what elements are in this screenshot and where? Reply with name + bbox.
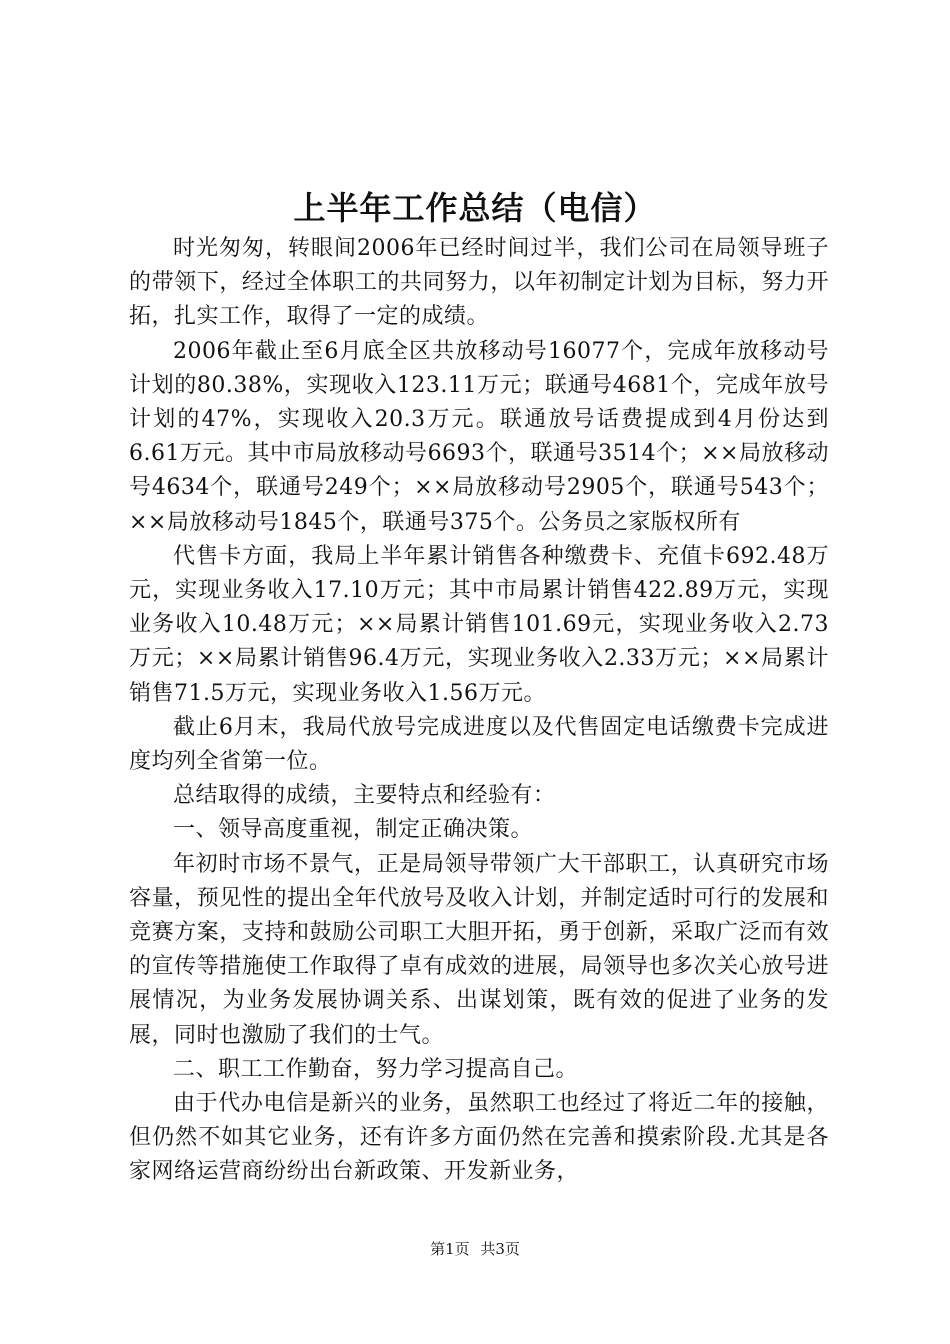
document-title: 上半年工作总结（电信） [293, 189, 657, 227]
page-number-total: 共3页 [480, 1240, 520, 1258]
section-heading-1: 一、领导高度重视，制定正确决策。 [173, 817, 534, 843]
paragraph-intro: 时光匆匆，转眼间2006年已经时间过半，我们公司在局领导班子的带领下，经过全体职工的共同努力，以年初制定计划为目标，努力开拓，扎实工作，取得了一定的成绩。 [129, 236, 829, 330]
page-footer [0, 1238, 950, 1260]
paragraph-leadership: 年初时市场不景气，正是局领导带领广大干部职工，认真研究市场容量，预见性的提出全年代放号及收入计划，并制定适时可行的发展和竞赛方案，支持和鼓励公司职工大胆开拓，勇于创新，采取广泛而有效的宣传等措施使工作取得了卓有成效的进展，局领导也多次关心放号进展情况，为业务发展协调关系、出谋划策，既有效的促进了业务的发展，同时也激励了我们的士气。 [129, 851, 829, 1048]
paragraph-summary-intro: 总结取得的成绩，主要特点和经验有： [173, 783, 556, 809]
paragraph-ranking: 截止6月末，我局代放号完成进度以及代售固定电话缴费卡完成进度均列全省第一位。 [129, 714, 829, 775]
document-body [129, 232, 829, 1190]
section-heading-2: 二、职工工作勤奋，努力学习提高自己。 [173, 1056, 579, 1082]
paragraph-number-release: 2006年截止至6月底全区共放移动号16077个，完成年放移动号计划的80.38%，实现收入123.11万元；联通号4681个，完成年放号计划的47%，实现收入20.3万元。联通放号话费提成到4月份达到6.61万元。其中市局放移动号6693个，联通号3514个；××局放移动号4634个，联通号249个；××局放移动号2905个，联通号543个；××局放移动号1845个，联通号375个。公务员之家版权所有 [129, 338, 829, 535]
paragraph-card-sales: 代售卡方面，我局上半年累计销售各种缴费卡、充值卡692.48万元，实现业务收入17.10万元；其中市局累计销售422.89万元，实现业务收入10.48万元；××局累计销售101.69元，实现业务收入2.73万元；××局累计销售96.4万元，实现业务收入2.33万元；××局累计销售71.5万元，实现业务收入1.56万元。 [129, 543, 829, 706]
page-number-current: 第1页 [430, 1240, 470, 1258]
paragraph-staff: 由于代办电信是新兴的业务，虽然职工也经过了将近二年的接触，但仍然不如其它业务，还有许多方面仍然在完善和摸索阶段.尤其是各家网络运营商纷纷出台新政策、开发新业务， [129, 1091, 829, 1185]
